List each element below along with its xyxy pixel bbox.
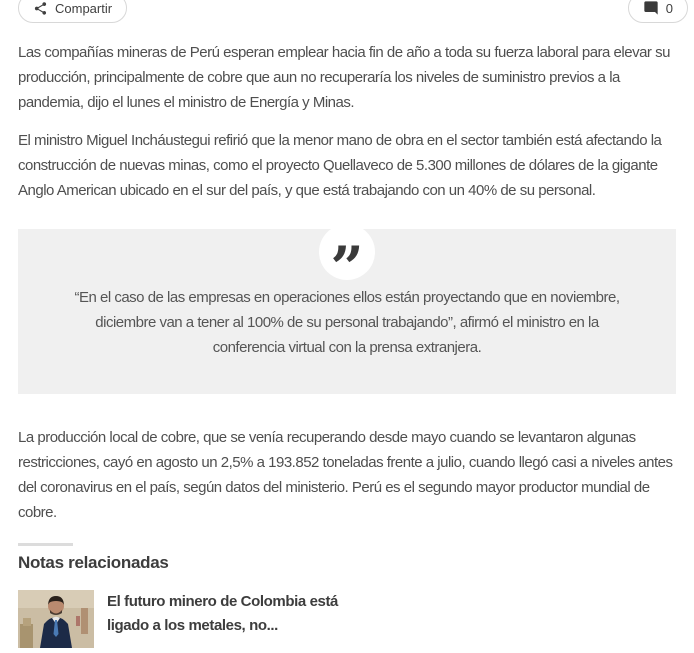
share-button-label: Compartir [55, 0, 113, 16]
blockquote [18, 229, 676, 394]
article-paragraph: Las compañías mineras de Perú esperan emplear hacia fin de año a toda su fuerza laboral para elevar su producción, principalmente de cobre que aun no recuperaría los niveles de suministro previos a la pandemia, dijo el lunes el ministro de Energía y Minas. [18, 44, 670, 111]
share-button[interactable] [18, 0, 127, 23]
comment-icon [643, 0, 659, 16]
related-notes-section [0, 543, 694, 648]
quote-icon: ” [319, 224, 375, 280]
related-notes-heading: Notas relacionadas [18, 553, 169, 572]
article-paragraph: El ministro Miguel Incháustegui refirió que la menor mano de obra en el sector también está afectando la construcción de nuevas minas, como el proyecto Quellaveco de 5.300 millones de dólares de la gigante Anglo American ubicado en el sur del país, y que está trabajando con un 40% de su personal. [18, 132, 662, 199]
share-icon [33, 1, 48, 16]
comments-button[interactable] [628, 0, 688, 23]
article-toolbar [0, 0, 694, 24]
article-body [0, 40, 694, 525]
related-note-item[interactable] [18, 590, 676, 648]
section-divider [18, 543, 73, 546]
related-note-title[interactable]: El futuro minero de Colombia está ligado a los metales, no... [107, 593, 338, 634]
quote-text: “En el caso de las empresas en operaciones ellos están proyectando que en noviembre, diciembre van a tener al 100% de su personal trabajando”, afirmó el ministro en la conferencia virtual con la prensa extranjera. [74, 289, 620, 356]
article-paragraph: La producción local de cobre, que se venía recuperando desde mayo cuando se levantaron algunas restricciones, cayó en agosto un 2,5% a 193.852 toneladas frente a julio, cuando llegó casi a niveles antes del coronavirus en el país, según datos del ministerio. Perú es el segundo mayor productor mundial de cobre. [18, 429, 673, 521]
comments-count: 0 [665, 0, 673, 16]
related-note-thumbnail[interactable] [18, 590, 94, 648]
